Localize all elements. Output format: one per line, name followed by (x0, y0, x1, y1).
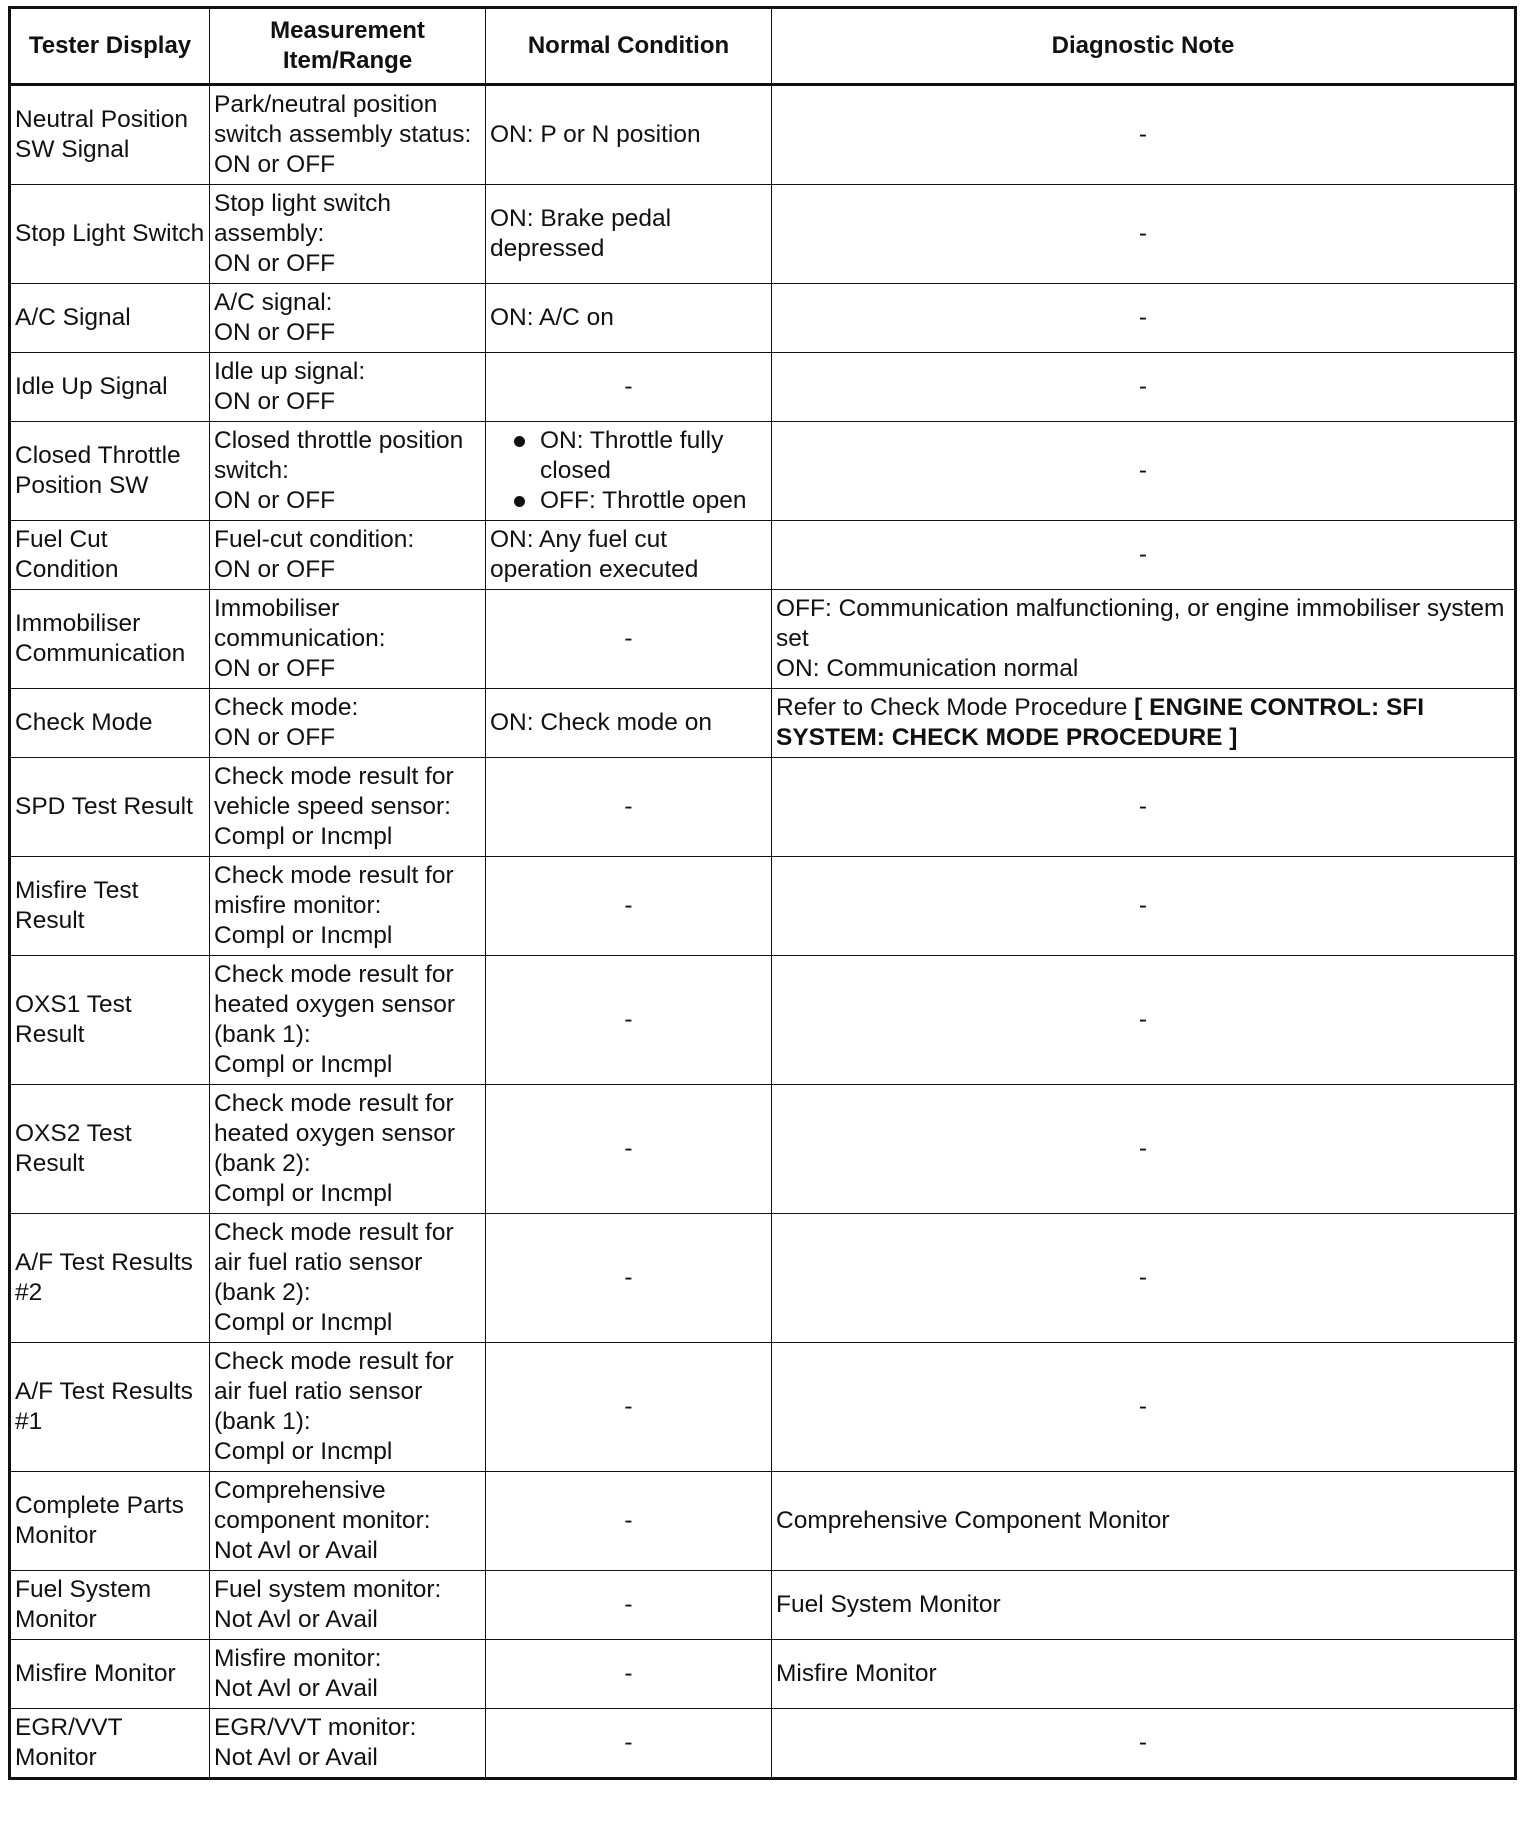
normal-condition-cell: - (486, 1709, 772, 1779)
tester-display-cell: Closed Throttle Position SW (10, 422, 210, 521)
measurement-item-cell: A/C signal: ON or OFF (210, 284, 486, 353)
normal-condition-cell: ON: Check mode on (486, 689, 772, 758)
header-tester-display: Tester Display (10, 8, 210, 85)
table-row (10, 1343, 1516, 1472)
diagnostic-note-cell: - (772, 857, 1516, 956)
normal-condition-cell: - (486, 1343, 772, 1472)
header-row (10, 8, 1516, 85)
normal-condition-cell: - (486, 758, 772, 857)
tester-display-cell: Complete Parts Monitor (10, 1472, 210, 1571)
diagnostic-note-cell: - (772, 284, 1516, 353)
table-row (10, 1472, 1516, 1571)
table-row (10, 956, 1516, 1085)
tester-display-cell: EGR/VVT Monitor (10, 1709, 210, 1779)
header-normal-condition: Normal Condition (486, 8, 772, 85)
measurement-item-cell: Check mode result for vehicle speed sensor: Compl or Incmpl (210, 758, 486, 857)
normal-condition-cell: - (486, 1640, 772, 1709)
table-row (10, 85, 1516, 185)
diagnostic-note-cell: Comprehensive Component Monitor (772, 1472, 1516, 1571)
diagnostic-note-cell (772, 689, 1516, 758)
tester-display-cell: Misfire Monitor (10, 1640, 210, 1709)
measurement-item-cell: Stop light switch assembly: ON or OFF (210, 185, 486, 284)
tester-display-cell: Fuel Cut Condition (10, 521, 210, 590)
header-measurement-item: Measurement Item/Range (210, 8, 486, 85)
table-row (10, 758, 1516, 857)
diagnostic-note-cell: - (772, 1214, 1516, 1343)
tester-display-cell: Misfire Test Result (10, 857, 210, 956)
tester-display-cell: Stop Light Switch (10, 185, 210, 284)
measurement-item-cell: Misfire monitor: Not Avl or Avail (210, 1640, 486, 1709)
diagnostic-note-cell: Fuel System Monitor (772, 1571, 1516, 1640)
measurement-item-cell: EGR/VVT monitor: Not Avl or Avail (210, 1709, 486, 1779)
tester-display-cell: SPD Test Result (10, 758, 210, 857)
tester-display-cell: A/F Test Results #2 (10, 1214, 210, 1343)
data-list-table-container (8, 6, 1514, 1780)
table-row (10, 1214, 1516, 1343)
normal-condition-cell: - (486, 956, 772, 1085)
diagnostic-note-text: Refer to Check Mode Procedure (776, 694, 1135, 721)
tester-display-cell: Check Mode (10, 689, 210, 758)
table-row (10, 353, 1516, 422)
normal-condition-cell: ON: Brake pedal depressed (486, 185, 772, 284)
list-item: ON: Throttle fully closed (490, 426, 767, 486)
normal-condition-bullet-list (490, 426, 767, 516)
normal-condition-cell: - (486, 353, 772, 422)
measurement-item-cell: Check mode: ON or OFF (210, 689, 486, 758)
diagnostic-note-cell: - (772, 956, 1516, 1085)
diagnostic-note-cell: - (772, 521, 1516, 590)
diagnostic-note-cell: - (772, 422, 1516, 521)
measurement-item-cell: Check mode result for misfire monitor: Compl or Incmpl (210, 857, 486, 956)
normal-condition-cell: - (486, 1571, 772, 1640)
measurement-item-cell: Check mode result for heated oxygen sensor (bank 1): Compl or Incmpl (210, 956, 486, 1085)
tester-display-cell: Fuel System Monitor (10, 1571, 210, 1640)
tester-display-cell: Immobiliser Communication (10, 590, 210, 689)
measurement-item-cell: Check mode result for heated oxygen sensor (bank 2): Compl or Incmpl (210, 1085, 486, 1214)
table-row (10, 1640, 1516, 1709)
table-row (10, 521, 1516, 590)
measurement-item-cell: Idle up signal: ON or OFF (210, 353, 486, 422)
data-list-table (8, 6, 1517, 1780)
table-row (10, 857, 1516, 956)
table-row (10, 422, 1516, 521)
tester-display-cell: Idle Up Signal (10, 353, 210, 422)
measurement-item-cell: Check mode result for air fuel ratio sensor (bank 2): Compl or Incmpl (210, 1214, 486, 1343)
normal-condition-cell: - (486, 1472, 772, 1571)
normal-condition-cell: - (486, 1214, 772, 1343)
table-row (10, 185, 1516, 284)
tester-display-cell: OXS2 Test Result (10, 1085, 210, 1214)
table-row (10, 689, 1516, 758)
table-row (10, 1709, 1516, 1779)
list-item: OFF: Throttle open (490, 486, 767, 516)
check-mode-procedure-reference: [ ENGINE CONTROL: SFI SYSTEM: CHECK MODE PROCEDURE ] (776, 694, 1425, 751)
diagnostic-note-cell: - (772, 758, 1516, 857)
normal-condition-cell: ON: P or N position (486, 85, 772, 185)
diagnostic-note-cell: - (772, 85, 1516, 185)
measurement-item-cell: Fuel system monitor: Not Avl or Avail (210, 1571, 486, 1640)
tester-display-cell: A/C Signal (10, 284, 210, 353)
measurement-item-cell: Check mode result for air fuel ratio sensor (bank 1): Compl or Incmpl (210, 1343, 486, 1472)
tester-display-cell: A/F Test Results #1 (10, 1343, 210, 1472)
diagnostic-note-cell: - (772, 1343, 1516, 1472)
tester-display-cell: OXS1 Test Result (10, 956, 210, 1085)
measurement-item-cell: Fuel-cut condition: ON or OFF (210, 521, 486, 590)
normal-condition-cell: - (486, 590, 772, 689)
table-row (10, 590, 1516, 689)
diagnostic-note-cell: - (772, 353, 1516, 422)
diagnostic-note-cell: - (772, 1709, 1516, 1779)
normal-condition-cell: - (486, 857, 772, 956)
table-row (10, 1571, 1516, 1640)
diagnostic-note-cell: OFF: Communication malfunctioning, or engine immobiliser system set ON: Communication normal (772, 590, 1516, 689)
table-row (10, 284, 1516, 353)
diagnostic-note-cell: - (772, 185, 1516, 284)
measurement-item-cell: Immobiliser communication: ON or OFF (210, 590, 486, 689)
measurement-item-cell: Park/neutral position switch assembly status: ON or OFF (210, 85, 486, 185)
header-diagnostic-note: Diagnostic Note (772, 8, 1516, 85)
diagnostic-note-cell: Misfire Monitor (772, 1640, 1516, 1709)
normal-condition-cell: ON: A/C on (486, 284, 772, 353)
normal-condition-cell: - (486, 1085, 772, 1214)
measurement-item-cell: Closed throttle position switch: ON or OFF (210, 422, 486, 521)
normal-condition-cell: ON: Any fuel cut operation executed (486, 521, 772, 590)
tester-display-cell: Neutral Position SW Signal (10, 85, 210, 185)
measurement-item-cell: Comprehensive component monitor: Not Avl or Avail (210, 1472, 486, 1571)
diagnostic-note-cell: - (772, 1085, 1516, 1214)
normal-condition-cell (486, 422, 772, 521)
table-row (10, 1085, 1516, 1214)
